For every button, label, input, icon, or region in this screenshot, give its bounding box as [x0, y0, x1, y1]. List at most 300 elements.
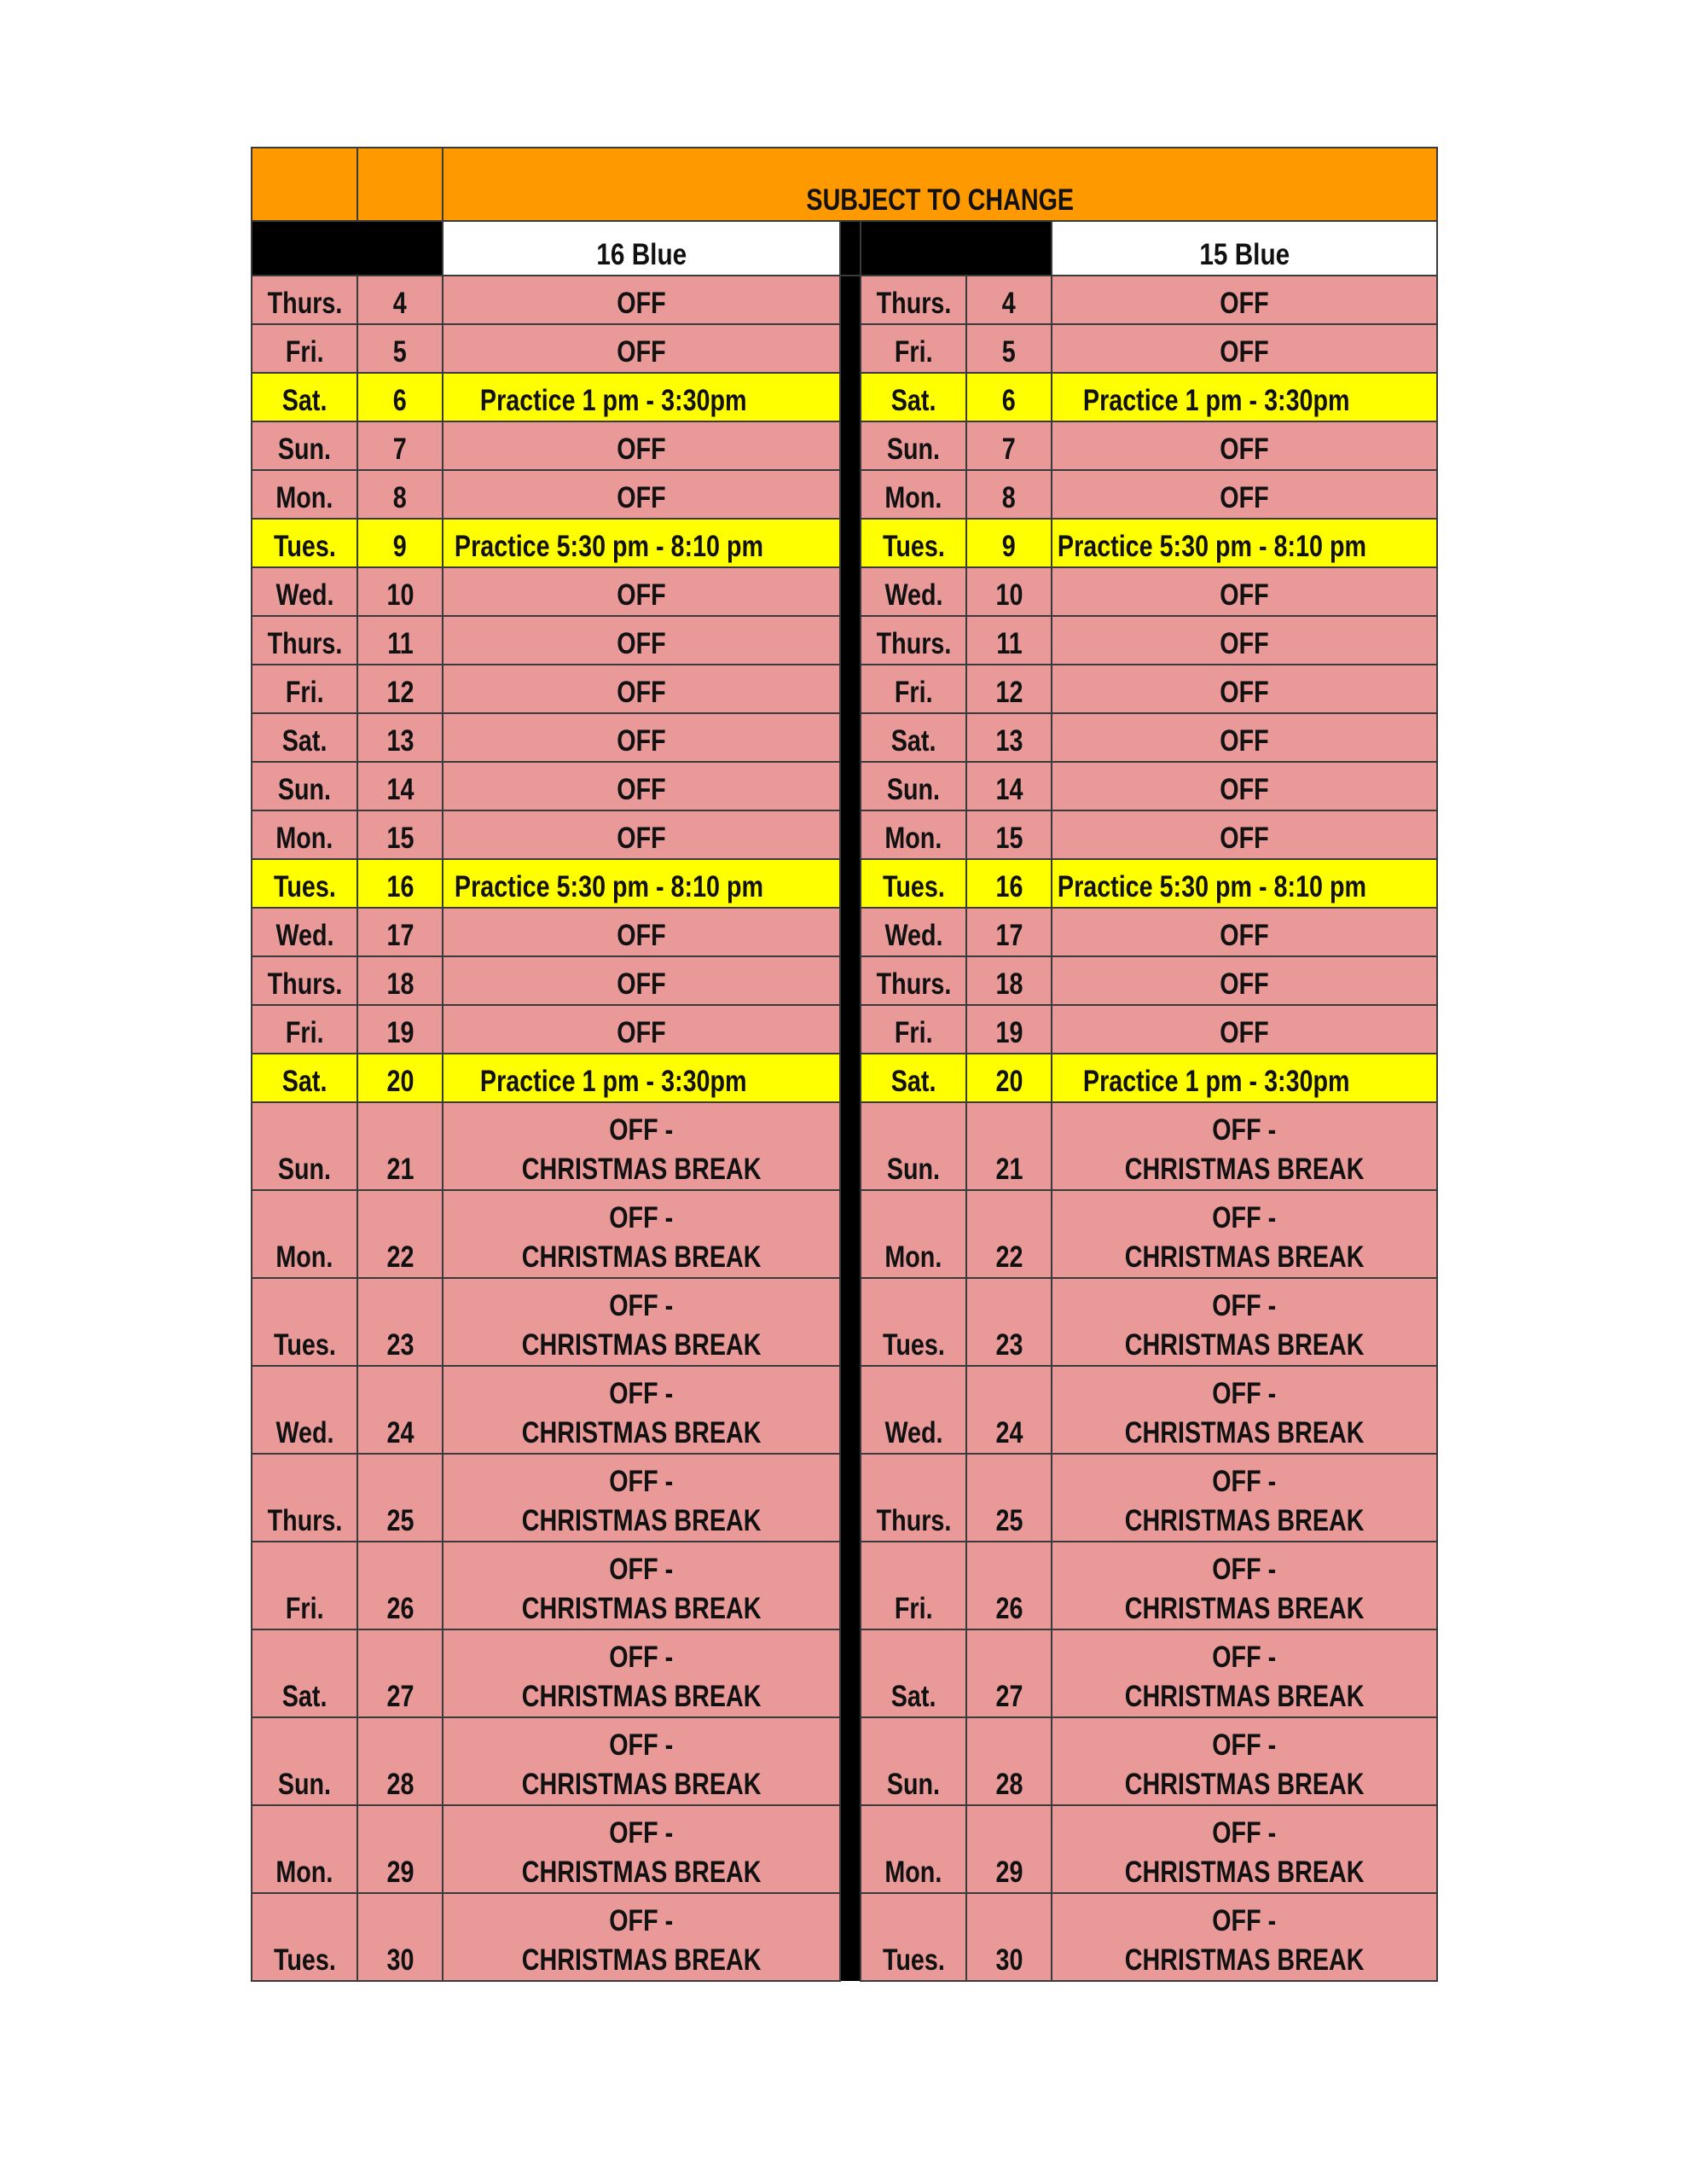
- day-label: Fri.: [285, 335, 324, 369]
- column-separator: [840, 421, 861, 470]
- date-cell: [357, 324, 443, 373]
- activity-label: OFF: [617, 335, 666, 369]
- activity-cell-16-blue: [443, 762, 840, 810]
- day-cell: [252, 713, 357, 762]
- schedule-row: [252, 373, 1437, 421]
- activity-label: OFF: [617, 433, 666, 466]
- date-label: 16: [386, 870, 414, 903]
- day-label: Sun.: [277, 773, 332, 806]
- date-cell: [966, 1805, 1052, 1893]
- date-label: 17: [995, 919, 1023, 952]
- activity-label: OFF -: [609, 1816, 674, 1850]
- activity-cell-15-blue: [1052, 713, 1437, 762]
- date-cell: [357, 1102, 443, 1190]
- schedule-row: [252, 665, 1437, 713]
- date-label: 22: [995, 1240, 1023, 1274]
- column-separator: [840, 1805, 861, 1893]
- activity-label: OFF: [1220, 676, 1269, 709]
- activity-detail-label: CHRISTMAS BREAK: [521, 1153, 762, 1186]
- activity-cell-16-blue: [443, 1454, 840, 1542]
- activity-label: OFF -: [609, 1904, 674, 1937]
- activity-label: OFF -: [609, 1553, 674, 1586]
- schedule-row: [252, 1190, 1437, 1278]
- activity-label: OFF -: [1212, 1201, 1277, 1234]
- day-label: Tues.: [882, 1943, 945, 1977]
- date-cell: [357, 421, 443, 470]
- day-label: Fri.: [894, 1016, 933, 1049]
- column-separator: [840, 1005, 861, 1054]
- date-cell: [966, 956, 1052, 1005]
- schedule-row: [252, 1629, 1437, 1717]
- date-cell: [357, 1893, 443, 1981]
- day-cell: [252, 1717, 357, 1805]
- activity-cell-16-blue: [443, 616, 840, 665]
- date-cell: [966, 1454, 1052, 1542]
- date-cell: [966, 1629, 1052, 1717]
- activity-cell-16-blue: [443, 1190, 840, 1278]
- day-label: Wed.: [275, 919, 334, 952]
- activity-label: OFF: [617, 773, 666, 806]
- activity-cell-15-blue: [1052, 470, 1437, 519]
- date-label: 28: [995, 1768, 1023, 1801]
- date-label: 20: [386, 1065, 414, 1098]
- date-label: 9: [1002, 530, 1016, 563]
- date-cell: [357, 859, 443, 908]
- activity-label: OFF: [617, 967, 666, 1001]
- activity-detail-label: CHRISTMAS BREAK: [1124, 1240, 1365, 1274]
- date-label: 16: [995, 870, 1023, 903]
- date-cell: [966, 373, 1052, 421]
- activity-label: Practice 5:30 pm - 8:10 pm: [1058, 530, 1367, 563]
- activity-label: Practice 5:30 pm - 8:10 pm: [1058, 870, 1367, 903]
- activity-cell-15-blue: [1052, 276, 1437, 324]
- date-cell: [357, 470, 443, 519]
- schedule-row: [252, 762, 1437, 810]
- day-cell: [252, 373, 357, 421]
- activity-cell-15-blue: [1052, 1366, 1437, 1454]
- day-label: Mon.: [275, 1856, 333, 1889]
- activity-cell-15-blue: [1052, 908, 1437, 956]
- activity-cell-15-blue: [1052, 1454, 1437, 1542]
- date-cell: [357, 1366, 443, 1454]
- date-label: 21: [995, 1153, 1023, 1186]
- date-cell: [357, 567, 443, 616]
- day-cell: [252, 908, 357, 956]
- schedule-row: [252, 1454, 1437, 1542]
- day-label: Tues.: [882, 530, 945, 563]
- date-label: 26: [995, 1592, 1023, 1625]
- date-cell: [966, 1893, 1052, 1981]
- day-label: Sun.: [886, 773, 941, 806]
- date-cell: [966, 1102, 1052, 1190]
- day-cell: [252, 1102, 357, 1190]
- activity-label: OFF: [617, 627, 666, 660]
- day-label: Wed.: [884, 919, 943, 952]
- day-cell: [861, 470, 966, 519]
- date-label: 14: [995, 773, 1023, 806]
- activity-detail-label: CHRISTMAS BREAK: [1124, 1328, 1365, 1362]
- activity-cell-16-blue: [443, 859, 840, 908]
- activity-label: OFF: [617, 1016, 666, 1049]
- date-cell: [966, 1717, 1052, 1805]
- activity-cell-16-blue: [443, 276, 840, 324]
- date-cell: [966, 1278, 1052, 1366]
- date-label: 30: [386, 1943, 414, 1977]
- day-label: Mon.: [884, 1240, 942, 1274]
- date-cell: [966, 1366, 1052, 1454]
- date-label: 25: [995, 1504, 1023, 1537]
- day-cell: [861, 665, 966, 713]
- activity-label: OFF -: [609, 1201, 674, 1234]
- activity-label: OFF: [1220, 627, 1269, 660]
- activity-cell-15-blue: [1052, 1102, 1437, 1190]
- activity-cell-16-blue: [443, 470, 840, 519]
- schedule-row: [252, 908, 1437, 956]
- activity-label: OFF -: [1212, 1641, 1277, 1674]
- day-label: Sun.: [277, 1768, 332, 1801]
- column-separator: [840, 324, 861, 373]
- activity-label: OFF: [1220, 481, 1269, 514]
- date-cell: [357, 1005, 443, 1054]
- day-label: Sat.: [281, 724, 328, 758]
- column-separator: [840, 908, 861, 956]
- day-cell: [861, 276, 966, 324]
- date-cell: [966, 1005, 1052, 1054]
- date-cell: [966, 713, 1052, 762]
- date-cell: [966, 1542, 1052, 1629]
- activity-cell-15-blue: [1052, 956, 1437, 1005]
- day-label: Mon.: [275, 481, 333, 514]
- activity-label: OFF: [1220, 773, 1269, 806]
- date-cell: [966, 665, 1052, 713]
- schedule-row: [252, 519, 1437, 567]
- column-separator: [840, 616, 861, 665]
- day-label: Tues.: [273, 870, 336, 903]
- day-cell: [252, 859, 357, 908]
- date-label: 11: [995, 627, 1023, 660]
- schedule-row: [252, 470, 1437, 519]
- date-cell: [966, 276, 1052, 324]
- schedule-row: [252, 1717, 1437, 1805]
- activity-cell-16-blue: [443, 1102, 840, 1190]
- day-label: Wed.: [275, 578, 334, 612]
- date-label: 13: [386, 724, 414, 758]
- activity-cell-15-blue: [1052, 810, 1437, 859]
- schedule-row: [252, 616, 1437, 665]
- column-separator: [840, 810, 861, 859]
- day-label: Thurs.: [267, 967, 342, 1001]
- column-separator: [840, 1893, 861, 1981]
- schedule-table: [251, 147, 1438, 1982]
- activity-cell-15-blue: [1052, 324, 1437, 373]
- schedule-row: [252, 324, 1437, 373]
- activity-label: OFF -: [1212, 1465, 1277, 1498]
- schedule-row: [252, 1805, 1437, 1893]
- activity-detail-label: CHRISTMAS BREAK: [521, 1416, 762, 1449]
- day-cell: [252, 519, 357, 567]
- day-label: Mon.: [275, 822, 333, 855]
- day-cell: [861, 1629, 966, 1717]
- date-label: 15: [386, 822, 414, 855]
- activity-label: OFF -: [609, 1113, 674, 1147]
- date-cell: [966, 470, 1052, 519]
- activity-cell-15-blue: [1052, 1054, 1437, 1102]
- activity-label: OFF: [617, 287, 666, 320]
- day-cell: [252, 1278, 357, 1366]
- activity-cell-15-blue: [1052, 1629, 1437, 1717]
- activity-cell-15-blue: [1052, 1893, 1437, 1981]
- page-title: [443, 148, 1437, 221]
- date-cell: [357, 1717, 443, 1805]
- date-cell: [357, 1454, 443, 1542]
- day-cell: [252, 665, 357, 713]
- day-label: Sat.: [890, 384, 936, 417]
- column-separator: [840, 1717, 861, 1805]
- day-label: Thurs.: [876, 1504, 951, 1537]
- activity-cell-16-blue: [443, 1893, 840, 1981]
- day-label: Wed.: [884, 578, 943, 612]
- column-separator: [840, 859, 861, 908]
- date-label: 29: [995, 1856, 1023, 1889]
- day-cell: [252, 1454, 357, 1542]
- date-label: 18: [995, 967, 1023, 1001]
- day-cell: [861, 810, 966, 859]
- activity-label: OFF: [617, 724, 666, 758]
- day-label: Thurs.: [267, 1504, 342, 1537]
- date-cell: [357, 1629, 443, 1717]
- date-label: 8: [393, 481, 407, 514]
- date-cell: [966, 762, 1052, 810]
- activity-detail-label: CHRISTMAS BREAK: [521, 1680, 762, 1713]
- schedule-row: [252, 1893, 1437, 1981]
- date-label: 26: [386, 1592, 414, 1625]
- activity-detail-label: CHRISTMAS BREAK: [521, 1856, 762, 1889]
- activity-label: OFF: [617, 481, 666, 514]
- column-separator: [840, 1102, 861, 1190]
- activity-label: OFF -: [1212, 1904, 1277, 1937]
- day-label: Thurs.: [876, 627, 951, 660]
- column-separator: [840, 713, 861, 762]
- activity-cell-15-blue: [1052, 1190, 1437, 1278]
- day-label: Mon.: [884, 481, 942, 514]
- activity-label: Practice 1 pm - 3:30pm: [1083, 384, 1350, 417]
- day-cell: [252, 810, 357, 859]
- date-cell: [966, 810, 1052, 859]
- activity-label: OFF -: [1212, 1816, 1277, 1850]
- activity-cell-15-blue: [1052, 1542, 1437, 1629]
- activity-cell-16-blue: [443, 373, 840, 421]
- column-separator: [840, 956, 861, 1005]
- activity-cell-15-blue: [1052, 616, 1437, 665]
- schedule-row: [252, 1102, 1437, 1190]
- activity-detail-label: CHRISTMAS BREAK: [1124, 1856, 1365, 1889]
- activity-cell-15-blue: [1052, 519, 1437, 567]
- column-separator: [840, 373, 861, 421]
- date-label: 13: [995, 724, 1023, 758]
- activity-detail-label: CHRISTMAS BREAK: [1124, 1504, 1365, 1537]
- date-cell: [966, 567, 1052, 616]
- activity-label: OFF -: [1212, 1289, 1277, 1322]
- title-blank-cell: [357, 148, 443, 221]
- activity-cell-15-blue: [1052, 373, 1437, 421]
- day-label: Sat.: [281, 384, 328, 417]
- activity-cell-15-blue: [1052, 1805, 1437, 1893]
- day-label: Sun.: [277, 433, 332, 466]
- activity-label: OFF: [1220, 724, 1269, 758]
- date-label: 9: [393, 530, 407, 563]
- activity-detail-label: CHRISTMAS BREAK: [1124, 1768, 1365, 1801]
- date-label: 8: [1002, 481, 1016, 514]
- day-cell: [861, 1366, 966, 1454]
- day-label: Sat.: [281, 1680, 328, 1713]
- date-label: 5: [1002, 335, 1016, 369]
- schedule-row: [252, 1366, 1437, 1454]
- column-separator: [840, 665, 861, 713]
- activity-cell-16-blue: [443, 1805, 840, 1893]
- activity-label: OFF: [1220, 335, 1269, 369]
- day-label: Sun.: [886, 1153, 941, 1186]
- activity-label: OFF: [1220, 433, 1269, 466]
- schedule-row: [252, 567, 1437, 616]
- date-cell: [966, 519, 1052, 567]
- day-cell: [252, 1893, 357, 1981]
- activity-cell-15-blue: [1052, 1717, 1437, 1805]
- schedule-row: [252, 810, 1437, 859]
- activity-label: OFF: [1220, 967, 1269, 1001]
- day-cell: [252, 956, 357, 1005]
- activity-cell-16-blue: [443, 1717, 840, 1805]
- column-separator: [840, 1454, 861, 1542]
- date-label: 21: [386, 1153, 414, 1186]
- day-label: Thurs.: [876, 287, 951, 320]
- column-separator: [840, 1542, 861, 1629]
- date-label: 10: [386, 578, 414, 612]
- day-label: Tues.: [882, 1328, 945, 1362]
- activity-label: OFF -: [1212, 1113, 1277, 1147]
- day-cell: [861, 421, 966, 470]
- date-cell: [966, 1190, 1052, 1278]
- activity-detail-label: CHRISTMAS BREAK: [1124, 1153, 1365, 1186]
- day-label: Sat.: [281, 1065, 328, 1098]
- date-label: 27: [386, 1680, 414, 1713]
- day-label: Sat.: [890, 1680, 936, 1713]
- date-label: 19: [386, 1016, 414, 1049]
- day-cell: [861, 762, 966, 810]
- day-cell: [252, 567, 357, 616]
- activity-label: Practice 1 pm - 3:30pm: [1083, 1065, 1350, 1098]
- day-cell: [861, 859, 966, 908]
- date-cell: [966, 859, 1052, 908]
- activity-label: OFF: [617, 676, 666, 709]
- day-label: Mon.: [884, 822, 942, 855]
- activity-cell-15-blue: [1052, 1278, 1437, 1366]
- activity-cell-16-blue: [443, 324, 840, 373]
- date-label: 12: [386, 676, 414, 709]
- day-label: Mon.: [275, 1240, 333, 1274]
- date-label: 20: [995, 1065, 1023, 1098]
- activity-cell-16-blue: [443, 1542, 840, 1629]
- activity-cell-16-blue: [443, 908, 840, 956]
- day-cell: [861, 1190, 966, 1278]
- day-cell: [252, 324, 357, 373]
- schedule-row: [252, 1054, 1437, 1102]
- activity-detail-label: CHRISTMAS BREAK: [521, 1328, 762, 1362]
- day-label: Mon.: [884, 1856, 942, 1889]
- date-label: 22: [386, 1240, 414, 1274]
- activity-label: Practice 5:30 pm - 8:10 pm: [455, 870, 764, 903]
- day-label: Fri.: [894, 676, 933, 709]
- schedule-row: [252, 276, 1437, 324]
- activity-label: OFF: [1220, 1016, 1269, 1049]
- activity-label: OFF -: [609, 1289, 674, 1322]
- day-cell: [252, 1629, 357, 1717]
- date-label: 28: [386, 1768, 414, 1801]
- column-separator: [840, 762, 861, 810]
- day-label: Sun.: [277, 1153, 332, 1186]
- date-cell: [966, 1054, 1052, 1102]
- activity-cell-15-blue: [1052, 665, 1437, 713]
- activity-cell-16-blue: [443, 713, 840, 762]
- day-cell: [861, 616, 966, 665]
- day-cell: [861, 1893, 966, 1981]
- activity-label: OFF: [617, 822, 666, 855]
- date-cell: [357, 616, 443, 665]
- day-cell: [252, 1190, 357, 1278]
- activity-label: OFF -: [609, 1728, 674, 1762]
- day-cell: [861, 1805, 966, 1893]
- day-cell: [861, 1542, 966, 1629]
- activity-cell-16-blue: [443, 1629, 840, 1717]
- activity-label: OFF -: [1212, 1728, 1277, 1762]
- day-cell: [861, 1717, 966, 1805]
- day-cell: [252, 470, 357, 519]
- activity-cell-16-blue: [443, 519, 840, 567]
- activity-detail-label: CHRISTMAS BREAK: [1124, 1680, 1365, 1713]
- date-label: 18: [386, 967, 414, 1001]
- date-label: 24: [995, 1416, 1023, 1449]
- date-cell: [966, 421, 1052, 470]
- date-cell: [357, 373, 443, 421]
- title-row: [252, 148, 1437, 221]
- date-label: 10: [995, 578, 1023, 612]
- day-label: Fri.: [894, 335, 933, 369]
- date-cell: [966, 908, 1052, 956]
- schedule-row: [252, 421, 1437, 470]
- activity-label: Practice 1 pm - 3:30pm: [480, 384, 747, 417]
- day-cell: [861, 1005, 966, 1054]
- day-label: Tues.: [273, 530, 336, 563]
- activity-label: OFF: [1220, 578, 1269, 612]
- day-cell: [252, 1005, 357, 1054]
- day-cell: [252, 1054, 357, 1102]
- day-label: Tues.: [273, 1943, 336, 1977]
- page-title-text: SUBJECT TO CHANGE: [806, 183, 1074, 217]
- activity-cell-16-blue: [443, 1278, 840, 1366]
- column-separator: [840, 1278, 861, 1366]
- column-separator: [840, 221, 861, 276]
- day-cell: [252, 1542, 357, 1629]
- date-label: 27: [995, 1680, 1023, 1713]
- date-label: 15: [995, 822, 1023, 855]
- schedule-row: [252, 1005, 1437, 1054]
- activity-label: Practice 5:30 pm - 8:10 pm: [455, 530, 764, 563]
- day-label: Fri.: [285, 1016, 324, 1049]
- date-cell: [966, 616, 1052, 665]
- date-label: 19: [995, 1016, 1023, 1049]
- day-cell: [861, 1454, 966, 1542]
- team-name: 15 Blue: [1199, 238, 1290, 271]
- day-cell: [252, 421, 357, 470]
